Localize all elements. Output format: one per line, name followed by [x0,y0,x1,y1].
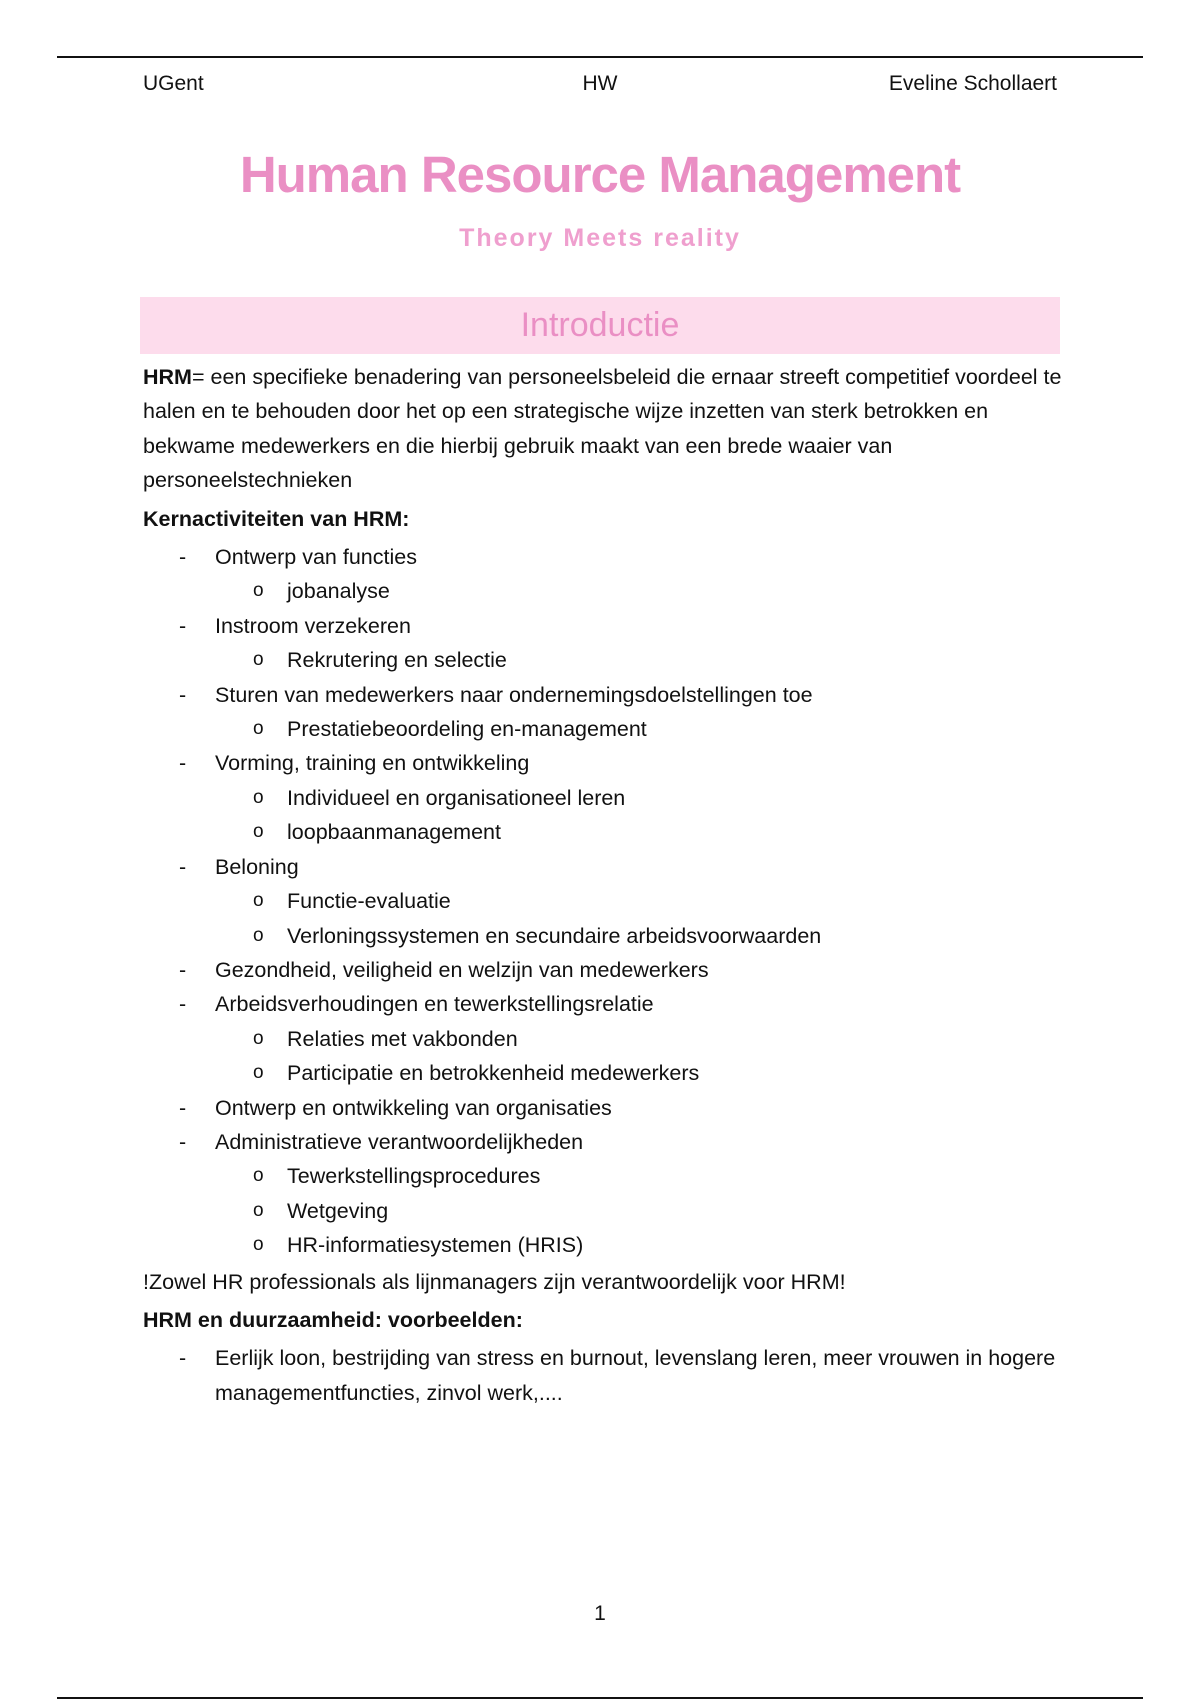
bottom-rule [57,1697,1143,1699]
page-content [143,360,1063,1410]
header-right: Eveline Schollaert [888,72,1057,95]
sub-list-item [215,1056,1063,1090]
sub-list [215,643,1063,677]
list-item [143,850,1063,953]
list-item-label: Ontwerp van functies [215,545,417,570]
sub-list-item-label: Functie-evaluatie [287,889,451,914]
sub-list-item [215,1228,1063,1262]
sub-list [215,574,1063,608]
sub-list [215,1159,1063,1262]
sub-list-item-label: Verloningssystemen en secundaire arbeidsvoorwaarden [287,923,822,948]
dash-bullet-icon: - [179,854,187,879]
sustainability-heading: HRM en duurzaamheid: voorbeelden: [143,1307,523,1332]
list-item [143,953,1063,987]
core-activities-heading: Kernactiviteiten van HRM: [143,506,410,531]
circle-bullet-icon: o [253,1027,264,1049]
circle-bullet-icon: o [253,718,264,740]
sub-list [215,884,1063,953]
circle-bullet-icon: o [253,1062,264,1084]
dash-bullet-icon: - [179,957,187,982]
circle-bullet-icon: o [253,786,264,808]
sub-list-item [215,884,1063,918]
list-item [143,678,1063,747]
list-item [143,1125,1063,1263]
sub-list [215,712,1063,746]
dash-bullet-icon: - [179,1129,187,1154]
list-item-label: Gezondheid, veiligheid en welzijn van medewerkers [215,957,709,982]
list-item [143,1341,1063,1410]
circle-bullet-icon: o [253,1199,264,1221]
circle-bullet-icon: o [253,649,264,671]
list-item-label: Eerlijk loon, bestrijding van stress en burnout, levenslang leren, meer vrouwen in hogere managementfuncties, zinvol werk,.... [215,1346,1056,1405]
definition-term: HRM [143,365,192,389]
sustainability-list [143,1341,1063,1410]
list-item-label: Instroom verzekeren [215,613,411,638]
sub-list-item [215,643,1063,677]
sub-list-item-label: Wetgeving [287,1198,389,1223]
sub-list-item-label: jobanalyse [287,579,390,604]
section-heading: Introductie [140,297,1060,354]
sub-list-item-label: Relaties met vakbonden [287,1026,518,1051]
dash-bullet-icon: - [179,682,187,707]
list-item [143,609,1063,678]
core-activities-list [143,540,1063,1263]
list-item-label: Administratieve verantwoordelijkheden [215,1129,584,1154]
circle-bullet-icon: o [253,1234,264,1256]
list-item-label: Beloning [215,854,299,879]
responsibility-note: !Zowel HR professionals als lijnmanagers zijn verantwoordelijk voor HRM! [143,1269,846,1294]
list-item [143,746,1063,849]
sub-list-item-label: Tewerkstellingsprocedures [287,1164,541,1189]
sub-list-item [215,574,1063,608]
dash-bullet-icon: - [179,1095,187,1120]
sub-list-item-label: Individueel en organisationeel leren [287,785,626,810]
list-item-label: Arbeidsverhoudingen en tewerkstellingsrelatie [215,992,654,1017]
header-center: HW [582,72,618,95]
sub-list-item-label: Participatie en betrokkenheid medewerkers [287,1061,700,1086]
document-title: Human Resource Management [239,146,961,203]
definition-paragraph [143,360,1063,498]
sub-list-item-label: Prestatiebeoordeling en-management [287,717,647,742]
sub-list-item [215,712,1063,746]
list-item-label: Vorming, training en ontwikkeling [215,751,530,776]
sub-list-item [215,1159,1063,1193]
circle-bullet-icon: o [253,1165,264,1187]
document-subtitle: Theory Meets reality [459,224,741,252]
list-item [143,1091,1063,1125]
circle-bullet-icon: o [253,890,264,912]
dash-bullet-icon: - [179,992,187,1017]
dash-bullet-icon: - [179,1346,187,1371]
dash-bullet-icon: - [179,545,187,570]
sub-list-item [215,815,1063,849]
definition-text: = een specifieke benadering van personeelsbeleid die ernaar streeft competitief voordeel te halen en te behouden door het op een strategische wijze inzetten van sterk betrokken en bekwame medewerkers en die hierbij gebruik maakt van een brede waaier van personeelstechnieken [143,365,1062,493]
header-left: UGent [143,72,204,95]
dash-bullet-icon: - [179,751,187,776]
sub-list-item-label: HR-informatiesystemen (HRIS) [287,1233,584,1258]
list-item [143,987,1063,1090]
sub-list [215,1022,1063,1091]
dash-bullet-icon: - [179,613,187,638]
sub-list-item [215,1194,1063,1228]
list-item-label: Sturen van medewerkers naar ondernemingsdoelstellingen toe [215,682,813,707]
circle-bullet-icon: o [253,924,264,946]
sub-list-item-label: Rekrutering en selectie [287,648,507,673]
list-item [143,540,1063,609]
top-rule [57,56,1143,58]
sub-list-item [215,919,1063,953]
page-number: 1 [594,1602,606,1625]
circle-bullet-icon: o [253,821,264,843]
page-header [143,72,1057,102]
sub-list-item [215,781,1063,815]
circle-bullet-icon: o [253,580,264,602]
sub-list-item-label: loopbaanmanagement [287,820,501,845]
sub-list [215,781,1063,850]
list-item-label: Ontwerp en ontwikkeling van organisaties [215,1095,612,1120]
sub-list-item [215,1022,1063,1056]
